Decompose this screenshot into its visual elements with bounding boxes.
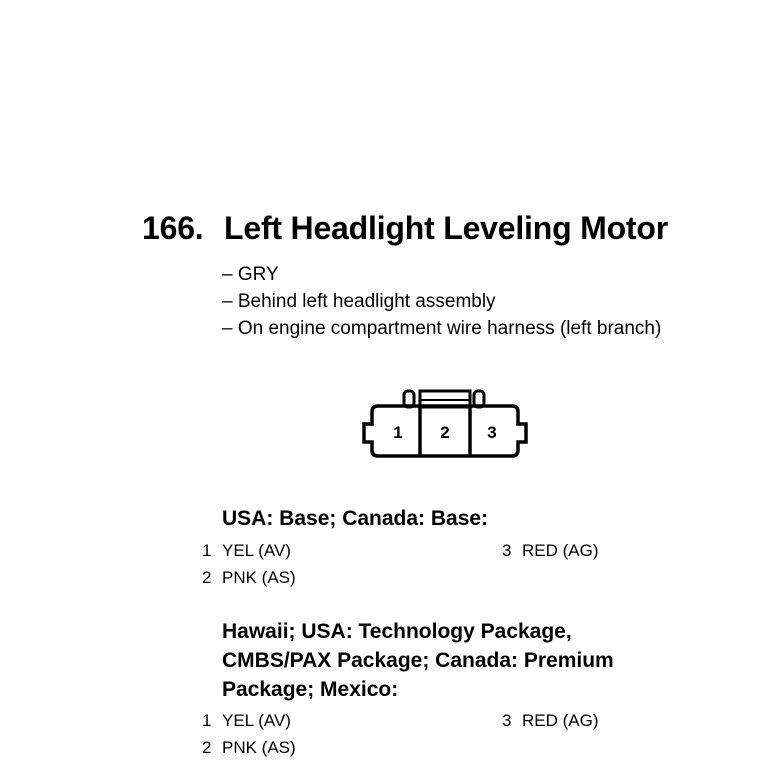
pin-number: 3 bbox=[502, 541, 512, 560]
pin-wire: YEL (AV) bbox=[222, 541, 291, 560]
note-harness: – On engine compartment wire harness (left branch) bbox=[222, 318, 662, 339]
connector-diagram bbox=[360, 388, 532, 460]
pin-row bbox=[202, 568, 296, 588]
component-name: Left Headlight Leveling Motor bbox=[224, 210, 668, 246]
pin-number: 1 bbox=[202, 711, 212, 730]
pin-row bbox=[202, 738, 296, 758]
pin-wire: PNK (AS) bbox=[222, 568, 296, 587]
note-location: – Behind left headlight assembly bbox=[222, 291, 496, 312]
pin-number: 1 bbox=[202, 541, 212, 560]
pin-wire: YEL (AV) bbox=[222, 711, 291, 730]
connector-pin-1-label: 1 bbox=[393, 423, 403, 442]
pin-wire: RED (AG) bbox=[522, 541, 599, 560]
page-title bbox=[142, 210, 668, 247]
pin-number: 3 bbox=[502, 711, 512, 730]
pin-row bbox=[502, 711, 599, 731]
pin-row bbox=[202, 541, 291, 561]
note-color: – GRY bbox=[222, 264, 279, 285]
connector-pin-3-label: 3 bbox=[487, 423, 497, 442]
pin-number: 2 bbox=[202, 738, 212, 757]
pin-number: 2 bbox=[202, 568, 212, 587]
section-heading-base: USA: Base; Canada: Base: bbox=[222, 507, 489, 530]
connector-pin-2-label: 2 bbox=[440, 423, 450, 442]
component-notes bbox=[222, 261, 661, 342]
pin-row bbox=[502, 541, 599, 561]
pin-row bbox=[202, 711, 291, 731]
pin-wire: PNK (AS) bbox=[222, 738, 296, 757]
pin-wire: RED (AG) bbox=[522, 711, 599, 730]
section-heading-technology: Hawaii; USA: Technology Package, CMBS/PAX Package; Canada: Premium Package; Mexico: bbox=[222, 620, 614, 701]
component-number: 166. bbox=[142, 210, 204, 246]
